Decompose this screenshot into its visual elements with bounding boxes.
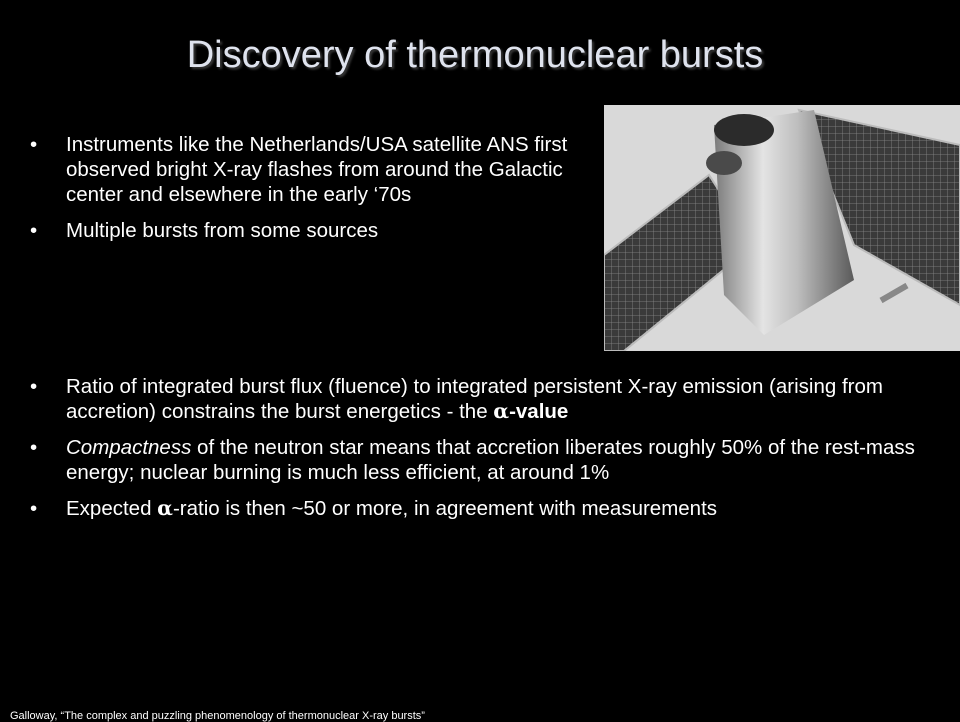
bullet-expected-ratio xyxy=(30,496,930,521)
bullet-ratio xyxy=(30,374,930,424)
alpha-symbol: α xyxy=(493,399,510,423)
bullet-expected-post: -ratio is then ~50 or more, in agreement with measurements xyxy=(172,497,718,520)
bullet-ratio-text: Ratio of integrated burst flux (fluence) to integrated persistent X-ray emission (arising from accretion) constrains the burst energetics - the xyxy=(66,375,883,423)
bullet-list-top xyxy=(30,132,600,254)
bullet-compactness-text: of the neutron star means that accretion liberates roughly 50% of the rest-mass energy; nuclear burning is much less efficient, at around 1% xyxy=(66,436,915,484)
alpha-symbol-2: α xyxy=(157,496,173,520)
bullet-instruments: • Instruments like the Netherlands/USA satellite ANS first observed bright X-ray flashes from around the Galactic center and elsewhere in the early ‘70s xyxy=(30,132,600,207)
instrument-port xyxy=(714,114,774,146)
bullet-multiple-bursts: • Multiple bursts from some sources xyxy=(30,218,600,243)
satellite-photo xyxy=(604,105,960,351)
citation-footer: Galloway, “The complex and puzzling phenomenology of thermonuclear X-ray bursts” xyxy=(10,710,425,722)
slide-title: Discovery of thermonuclear bursts xyxy=(186,34,764,76)
alpha-value-label: -value xyxy=(509,400,569,423)
satellite-image xyxy=(604,105,960,351)
compactness-term: Compactness xyxy=(66,436,192,459)
bullet-compactness xyxy=(30,435,930,485)
bullet-expected-pre: Expected xyxy=(66,497,158,520)
instrument-port-2 xyxy=(706,151,742,175)
bullet-list-bottom xyxy=(30,374,930,532)
